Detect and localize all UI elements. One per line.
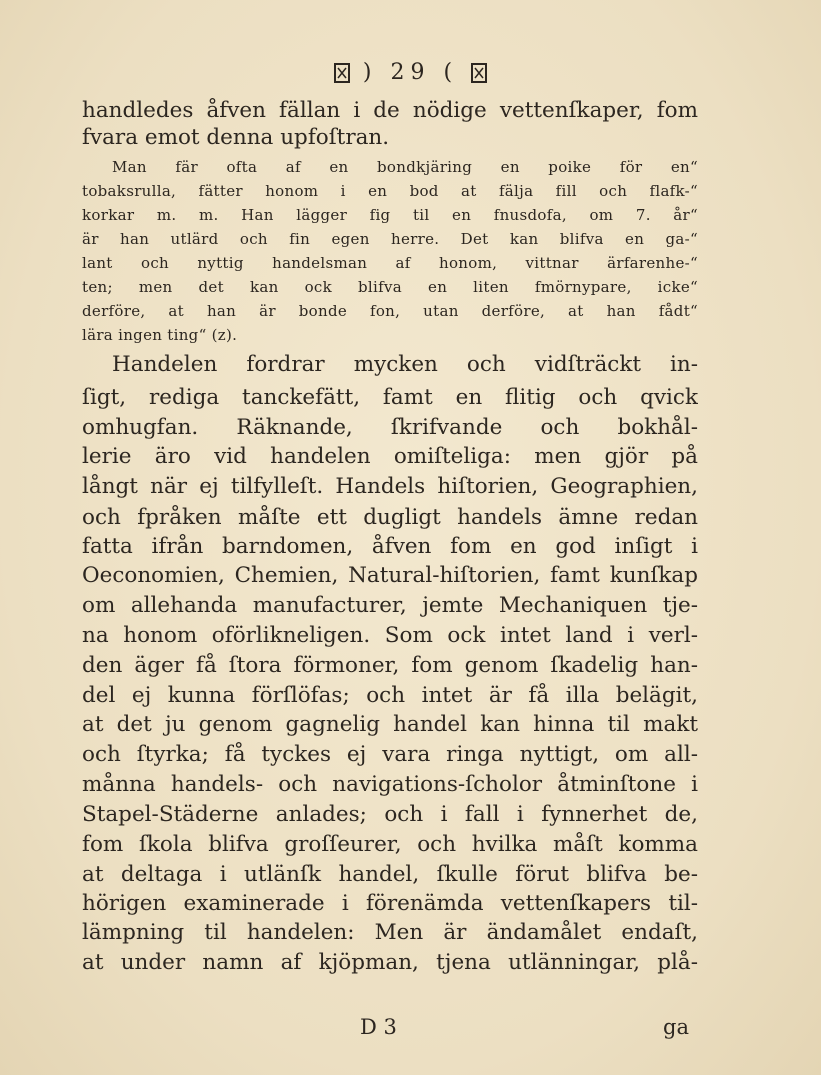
text-line: Stapel-Städerne anlades; och i fall i fynnerhet de, <box>82 802 698 827</box>
text-line: fvara emot denna upfoſtran. <box>82 125 390 150</box>
page-number: 29 <box>390 60 431 85</box>
header-left-bracket: ) <box>362 60 378 85</box>
text-line: ſigt, rediga tanckefätt, famt en flitig och qvick <box>82 385 698 410</box>
text-line: fom ſkola blifva groſſeurer, och hvilka måſt komma <box>82 832 698 857</box>
text-line: at under namn af kjöpman, tjena utlänningar, plå- <box>82 950 698 975</box>
text-line: hörigen examinerade i förenämda vettenſkapers til- <box>82 891 698 916</box>
ornament-left-icon <box>334 63 350 83</box>
text-line: at deltaga i utlänſk handel, ſkulle förut blifva be- <box>82 862 698 887</box>
text-line: och fpråken måſte ett dugligt handels ämne redan <box>82 505 698 530</box>
text-line: långt när ej tilfylleſt. Handels hiſtorien, Geographien, <box>82 474 698 499</box>
text-line: lämpning til handelen: Men är ändamålet endaſt, <box>82 920 698 945</box>
text-line: ten; men det kan ock blifva en liten fmörnypare, icke“ <box>82 278 698 296</box>
text-line: den äger få ſtora förmoner, fom genom ſkadelig han- <box>82 653 698 678</box>
text-line: na honom oförlikneligen. Som ock intet land i verl- <box>82 623 698 648</box>
text-line: tobaksrulla, fätter honom i en bod at fälja fill och flafk-“ <box>82 182 698 200</box>
text-line: del ej kunna förſlöfas; och intet är få illa belägit, <box>82 683 698 708</box>
text-line: Man fär ofta af en bondkjäring en poike för en“ <box>112 158 698 176</box>
text-line: lerie äro vid handelen omiſteliga: men gjör på <box>82 444 698 469</box>
page-header <box>0 60 821 85</box>
text-line: lant och nyttig handelsman af honom, vittnar ärfarenhe-“ <box>82 254 698 272</box>
text-line: omhugfan. Räknande, ſkrifvande och bokhål- <box>82 415 698 440</box>
text-line: Oeconomien, Chemien, Natural-hiſtorien, famt kunſkap <box>82 563 698 588</box>
text-line: lära ingen ting“ (z). <box>82 326 238 344</box>
catchword: ga <box>663 1015 689 1039</box>
header-right-bracket: ( <box>443 60 459 85</box>
text-line: korkar m. m. Han lägger fig til en fnusdofa, om 7. år“ <box>82 206 698 224</box>
text-line: och ſtyrka; få tyckes ej vara ringa nyttigt, om all- <box>82 742 698 767</box>
signature-mark: D 3 <box>360 1015 397 1039</box>
text-line: at det ju genom gagnelig handel kan hinna til makt <box>82 712 698 737</box>
text-line: Handelen fordrar mycken och vidſträckt in- <box>112 352 698 377</box>
text-line: handledes åfven fällan i de nödige vettenſkaper, fom <box>82 98 698 123</box>
text-line: derföre, at han är bonde fon, utan derföre, at han fådt“ <box>82 302 698 320</box>
text-line: är han utlärd och fin egen herre. Det kan blifva en ga-“ <box>82 230 698 248</box>
text-line: om allehanda manufacturer, jemte Mechaniquen tje- <box>82 593 698 618</box>
ornament-right-icon <box>471 63 487 83</box>
text-line: fatta ifrån barndomen, åfven fom en god inſigt i <box>82 534 698 559</box>
text-line: månna handels- och navigations-ſcholor åtminſtone i <box>82 772 698 797</box>
